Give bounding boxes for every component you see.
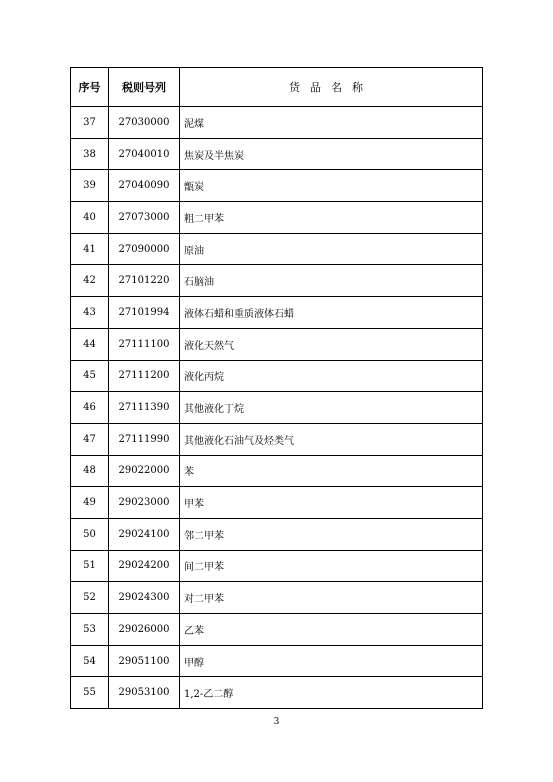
cell-name: 液化天然气 — [180, 328, 483, 360]
cell-code: 29024200 — [109, 550, 180, 582]
cell-seq: 49 — [71, 487, 109, 519]
table-row — [71, 170, 483, 202]
table-row — [71, 518, 483, 550]
page-number: 3 — [273, 717, 280, 727]
cell-code: 27111100 — [109, 328, 180, 360]
cell-seq: 45 — [71, 360, 109, 392]
cell-name: 对二甲苯 — [180, 582, 483, 614]
cell-seq: 46 — [71, 392, 109, 424]
cell-code: 29026000 — [109, 614, 180, 646]
table-row — [71, 582, 483, 614]
header-code: 税则号列 — [109, 68, 180, 107]
cell-name: 原油 — [180, 233, 483, 265]
header-seq: 序号 — [71, 68, 109, 107]
cell-code: 27090000 — [109, 233, 180, 265]
cell-seq: 37 — [71, 107, 109, 139]
cell-name: 甲苯 — [180, 487, 483, 519]
table-row — [71, 265, 483, 297]
cell-name: 甑炭 — [180, 170, 483, 202]
cell-seq: 48 — [71, 455, 109, 487]
cell-name: 甲醇 — [180, 645, 483, 677]
cell-code: 27111990 — [109, 423, 180, 455]
cell-name: 其他液化丁烷 — [180, 392, 483, 424]
table-row — [71, 614, 483, 646]
cell-name: 石脑油 — [180, 265, 483, 297]
goods-table — [70, 67, 483, 709]
cell-code: 27040010 — [109, 138, 180, 170]
table-row — [71, 677, 483, 709]
cell-seq: 51 — [71, 550, 109, 582]
table-body — [71, 107, 483, 709]
table-row — [71, 423, 483, 455]
cell-seq: 55 — [71, 677, 109, 709]
cell-name: 苯 — [180, 455, 483, 487]
table-row — [71, 645, 483, 677]
cell-seq: 43 — [71, 297, 109, 329]
table-row — [71, 297, 483, 329]
cell-seq: 38 — [71, 138, 109, 170]
cell-name: 间二甲苯 — [180, 550, 483, 582]
table-row — [71, 138, 483, 170]
cell-name: 液体石蜡和重质液体石蜡 — [180, 297, 483, 329]
table-row — [71, 360, 483, 392]
cell-seq: 42 — [71, 265, 109, 297]
cell-code: 29051100 — [109, 645, 180, 677]
cell-name: 液化丙烷 — [180, 360, 483, 392]
cell-seq: 40 — [71, 202, 109, 234]
cell-seq: 54 — [71, 645, 109, 677]
cell-seq: 44 — [71, 328, 109, 360]
cell-code: 27111390 — [109, 392, 180, 424]
cell-code: 27073000 — [109, 202, 180, 234]
cell-name: 1,2-乙二醇 — [180, 677, 483, 709]
table-row — [71, 455, 483, 487]
table-row — [71, 202, 483, 234]
header-name: 货品名称 — [180, 68, 483, 107]
table-row — [71, 392, 483, 424]
cell-code: 27111200 — [109, 360, 180, 392]
cell-name: 邻二甲苯 — [180, 518, 483, 550]
cell-name: 粗二甲苯 — [180, 202, 483, 234]
cell-seq: 47 — [71, 423, 109, 455]
cell-name: 焦炭及半焦炭 — [180, 138, 483, 170]
cell-code: 27040090 — [109, 170, 180, 202]
cell-name: 泥煤 — [180, 107, 483, 139]
cell-code: 29023000 — [109, 487, 180, 519]
cell-code: 29024300 — [109, 582, 180, 614]
table-row — [71, 233, 483, 265]
table-row — [71, 328, 483, 360]
cell-code: 29053100 — [109, 677, 180, 709]
cell-name: 乙苯 — [180, 614, 483, 646]
cell-seq: 50 — [71, 518, 109, 550]
cell-code: 27101994 — [109, 297, 180, 329]
cell-code: 27030000 — [109, 107, 180, 139]
table-row — [71, 487, 483, 519]
table-row — [71, 550, 483, 582]
cell-name: 其他液化石油气及烃类气 — [180, 423, 483, 455]
cell-seq: 41 — [71, 233, 109, 265]
table-header-row — [71, 68, 483, 107]
cell-code: 29022000 — [109, 455, 180, 487]
cell-seq: 39 — [71, 170, 109, 202]
cell-code: 27101220 — [109, 265, 180, 297]
table-row — [71, 107, 483, 139]
cell-code: 29024100 — [109, 518, 180, 550]
cell-seq: 53 — [71, 614, 109, 646]
cell-seq: 52 — [71, 582, 109, 614]
